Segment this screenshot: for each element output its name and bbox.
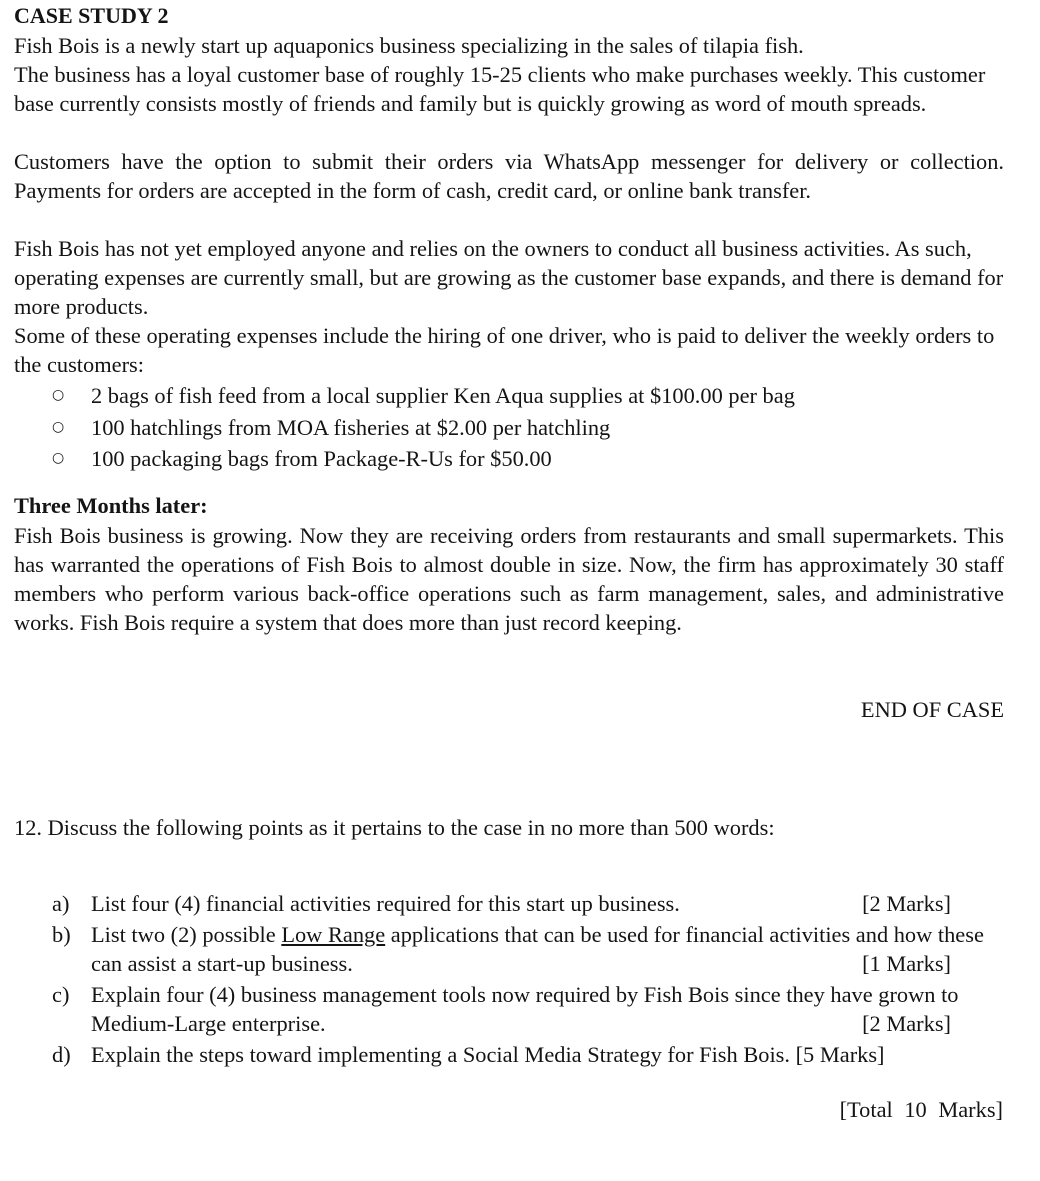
sub-question-text: Explain four (4) business management tools now required by Fish Bois since they have grown to Medium-Large enterprise. (91, 982, 959, 1036)
intro-paragraph-1: Fish Bois is a newly start up aquaponics business specializing in the sales of tilapia fish. (14, 33, 804, 58)
sub-question-label: c) (52, 982, 70, 1007)
sub-question-text: Explain the steps toward implementing a Social Media Strategy for Fish Bois. (91, 1042, 790, 1067)
circle-bullet-icon: ○ (52, 387, 65, 403)
marks-label: [2 Marks] (862, 1011, 951, 1036)
marks-label: [5 Marks] (795, 1042, 885, 1067)
expense-item-text: 100 hatchlings from MOA fisheries at $2.00 per hatchling (91, 414, 611, 440)
three-months-later-heading: Three Months later: (14, 493, 208, 518)
expense-item (0, 413, 1000, 445)
sub-question-text: List two (2) possible (91, 922, 282, 947)
intro-paragraph-2: The business has a loyal customer base of roughly 15-25 clients who make purchases weekly. This customer base currently consists mostly of friends and family but is quickly growing as word of mouth spreads. (14, 62, 986, 116)
sub-question-b (0, 920, 1040, 978)
marks-label: [1 Marks] (862, 951, 951, 976)
question-12: 12. Discuss the following points as it pertains to the case in no more than 500 words: (14, 815, 775, 840)
sub-question-label: a) (52, 891, 70, 916)
intro-paragraph-3: Customers have the option to submit their orders via WhatsApp messenger for delivery or collection. Payments for orders are accepted in the form of cash, credit card, or online bank transfer. (14, 149, 1004, 203)
circle-bullet-icon: ○ (52, 450, 65, 466)
three-months-later-text: Fish Bois business is growing. Now they are receiving orders from restaurants and small supermarkets. This has warranted the operations of Fish Bois to almost double in size. Now, the firm has approximately 30 staff members who perform various back-office operations such as farm management, sales, and administrative works. Fish Bois require a system that does more than just record keeping. (14, 523, 1004, 635)
circle-bullet-icon: ○ (52, 418, 65, 435)
expense-item (0, 381, 1000, 413)
sub-question-a (0, 889, 1040, 918)
expense-list (0, 381, 1000, 476)
case-study-title: CASE STUDY 2 (14, 3, 169, 28)
intro-paragraph-5: Some of these operating expenses include the hiring of one driver, who is paid to deliver the weekly orders to the customers: (14, 323, 995, 377)
marks-label: [2 Marks] (862, 891, 951, 916)
sub-question-d (0, 1040, 1040, 1069)
expense-item-text: 2 bags of fish feed from a local supplier Ken Aqua supplies at $100.00 per bag (91, 383, 795, 408)
expense-item-text: 100 packaging bags from Package-R-Us for $50.00 (91, 446, 552, 471)
low-range-underlined: Low Range (281, 922, 386, 947)
sub-question-list (0, 889, 1040, 1071)
intro-paragraph-4: Fish Bois has not yet employed anyone and relies on the owners to conduct all business activities. As such, operating expenses are currently small, but are growing as the customer base expands, and there is demand for more products. (14, 236, 1004, 319)
end-of-case-label: END OF CASE (860, 697, 1004, 722)
expense-item (0, 444, 1000, 476)
sub-question-c (0, 980, 1040, 1038)
sub-question-text: List four (4) financial activities required for this start up business. (91, 891, 680, 916)
sub-question-label: b) (52, 922, 71, 947)
total-marks: [Total 10 Marks] (839, 1097, 1003, 1122)
sub-question-text-continued: applications that can be used for financial activities and how these can assist a start-up business. (91, 922, 984, 976)
sub-question-label: d) (52, 1042, 71, 1067)
